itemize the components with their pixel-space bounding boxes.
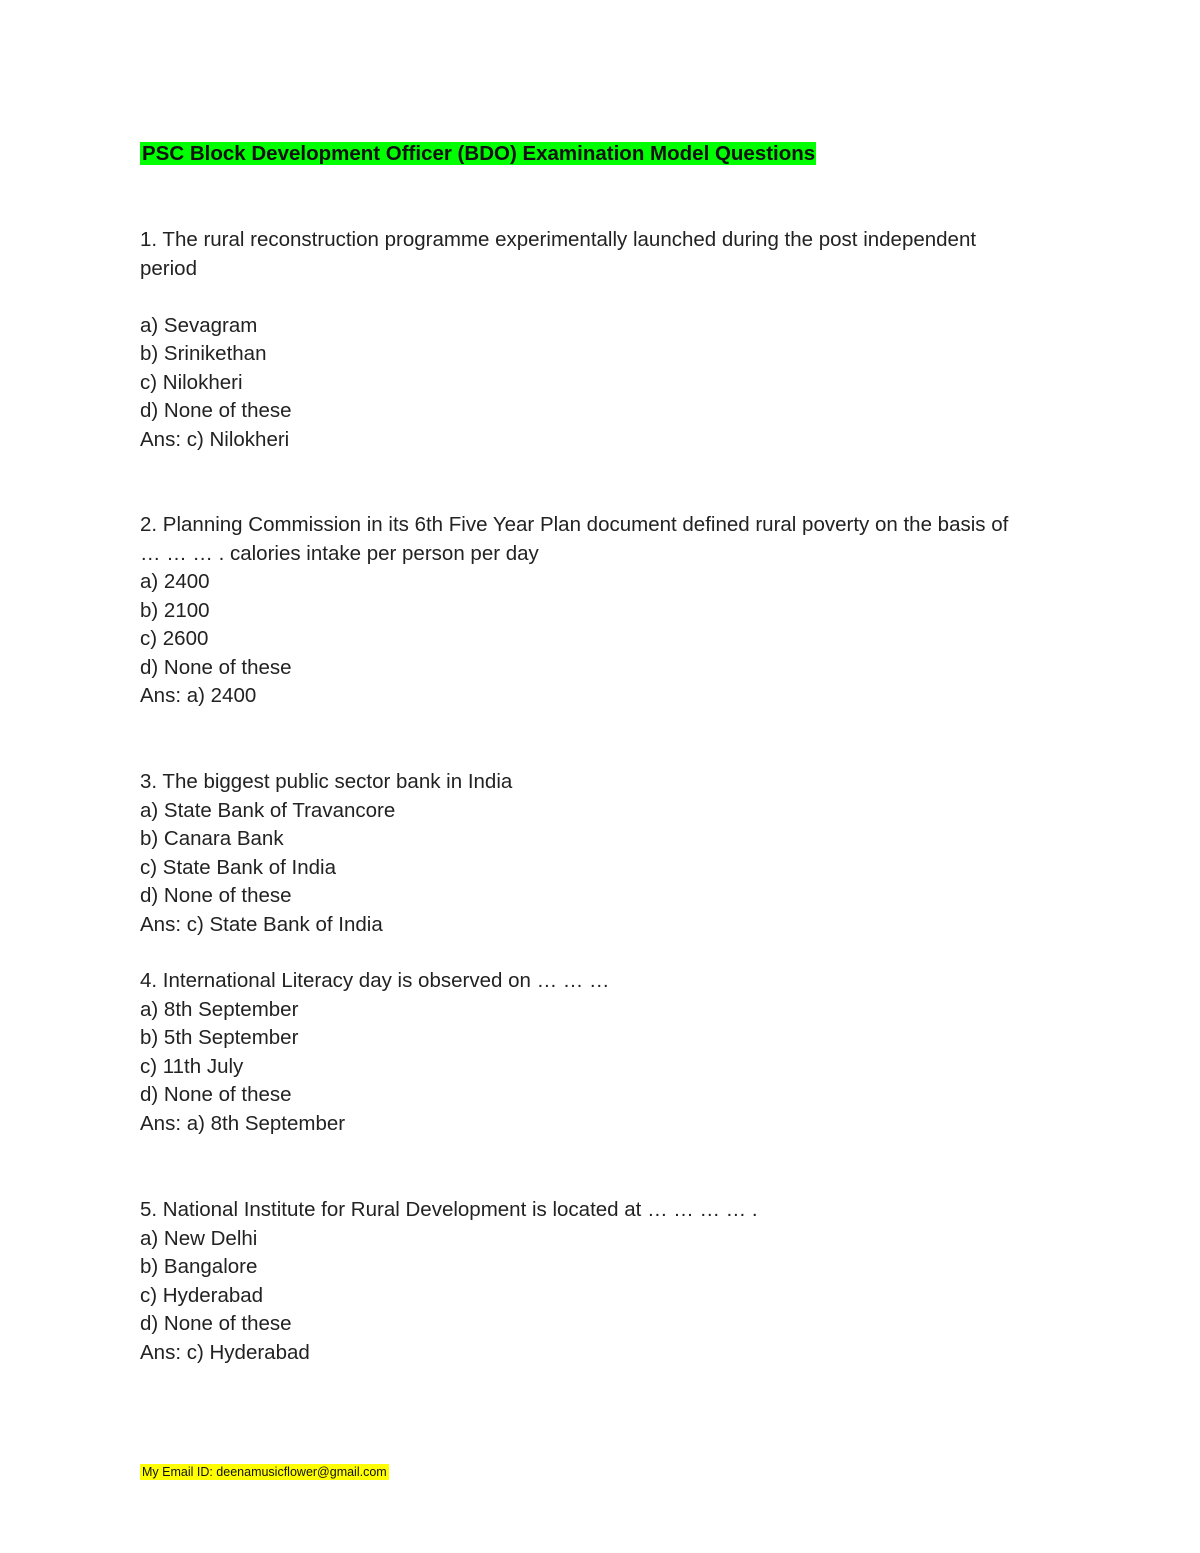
page-title-text: PSC Block Development Officer (BDO) Examination Model Questions	[142, 142, 816, 165]
question-text: 5. National Institute for Rural Development is located at … … … … .	[140, 1198, 758, 1221]
answer: Ans: c) Nilokheri	[140, 427, 290, 451]
option-c: c) 11th July	[140, 1054, 244, 1078]
answer: Ans: c) State Bank of India	[140, 912, 383, 936]
answer: Ans: c) Hyderabad	[140, 1340, 310, 1364]
footer	[140, 1464, 389, 1480]
question-text: 3. The biggest public sector bank in India	[140, 770, 513, 793]
question-text-continued: … … … . calories intake per person per day	[140, 541, 539, 565]
answer: Ans: a) 8th September	[140, 1111, 346, 1135]
option-c: c) Hyderabad	[140, 1283, 264, 1307]
option-d: d) None of these	[140, 655, 292, 679]
option-b: b) 2100	[140, 598, 210, 622]
option-d: d) None of these	[140, 884, 292, 907]
question-text: 1. The rural reconstruction programme experimentally launched during the post independent	[140, 228, 977, 251]
option-d: d) None of these	[140, 1312, 292, 1335]
option-c: c) Nilokheri	[140, 370, 243, 394]
question-block-3	[140, 768, 1070, 939]
question-text: 4. International Literacy day is observed on … … …	[140, 969, 610, 992]
option-c: c) 2600	[140, 627, 209, 650]
option-a: a) Sevagram	[140, 313, 258, 337]
option-d: d) None of these	[140, 399, 292, 422]
answer: Ans: a) 2400	[140, 684, 257, 707]
question-block-1	[140, 226, 1070, 454]
option-a: a) State Bank of Travancore	[140, 798, 396, 822]
option-a: a) New Delhi	[140, 1226, 258, 1250]
question-text-continued: period	[140, 256, 197, 280]
spacer	[140, 283, 1070, 312]
question-block-2	[140, 511, 1070, 711]
option-b: b) Canara Bank	[140, 827, 284, 850]
question-text: 2. Planning Commission in its 6th Five Year Plan document defined rural poverty on the basis of	[140, 513, 1009, 536]
option-b: b) Srinikethan	[140, 342, 267, 365]
footer-email: My Email ID: deenamusicflower@gmail.com	[142, 1465, 387, 1479]
option-d: d) None of these	[140, 1083, 292, 1106]
option-a: a) 2400	[140, 570, 210, 593]
question-block-5	[140, 1196, 1070, 1367]
option-c: c) State Bank of India	[140, 855, 337, 879]
option-a: a) 8th September	[140, 997, 299, 1021]
option-b: b) 5th September	[140, 1026, 299, 1049]
option-b: b) Bangalore	[140, 1255, 258, 1278]
page-title	[140, 140, 816, 168]
question-block-4	[140, 967, 1070, 1138]
